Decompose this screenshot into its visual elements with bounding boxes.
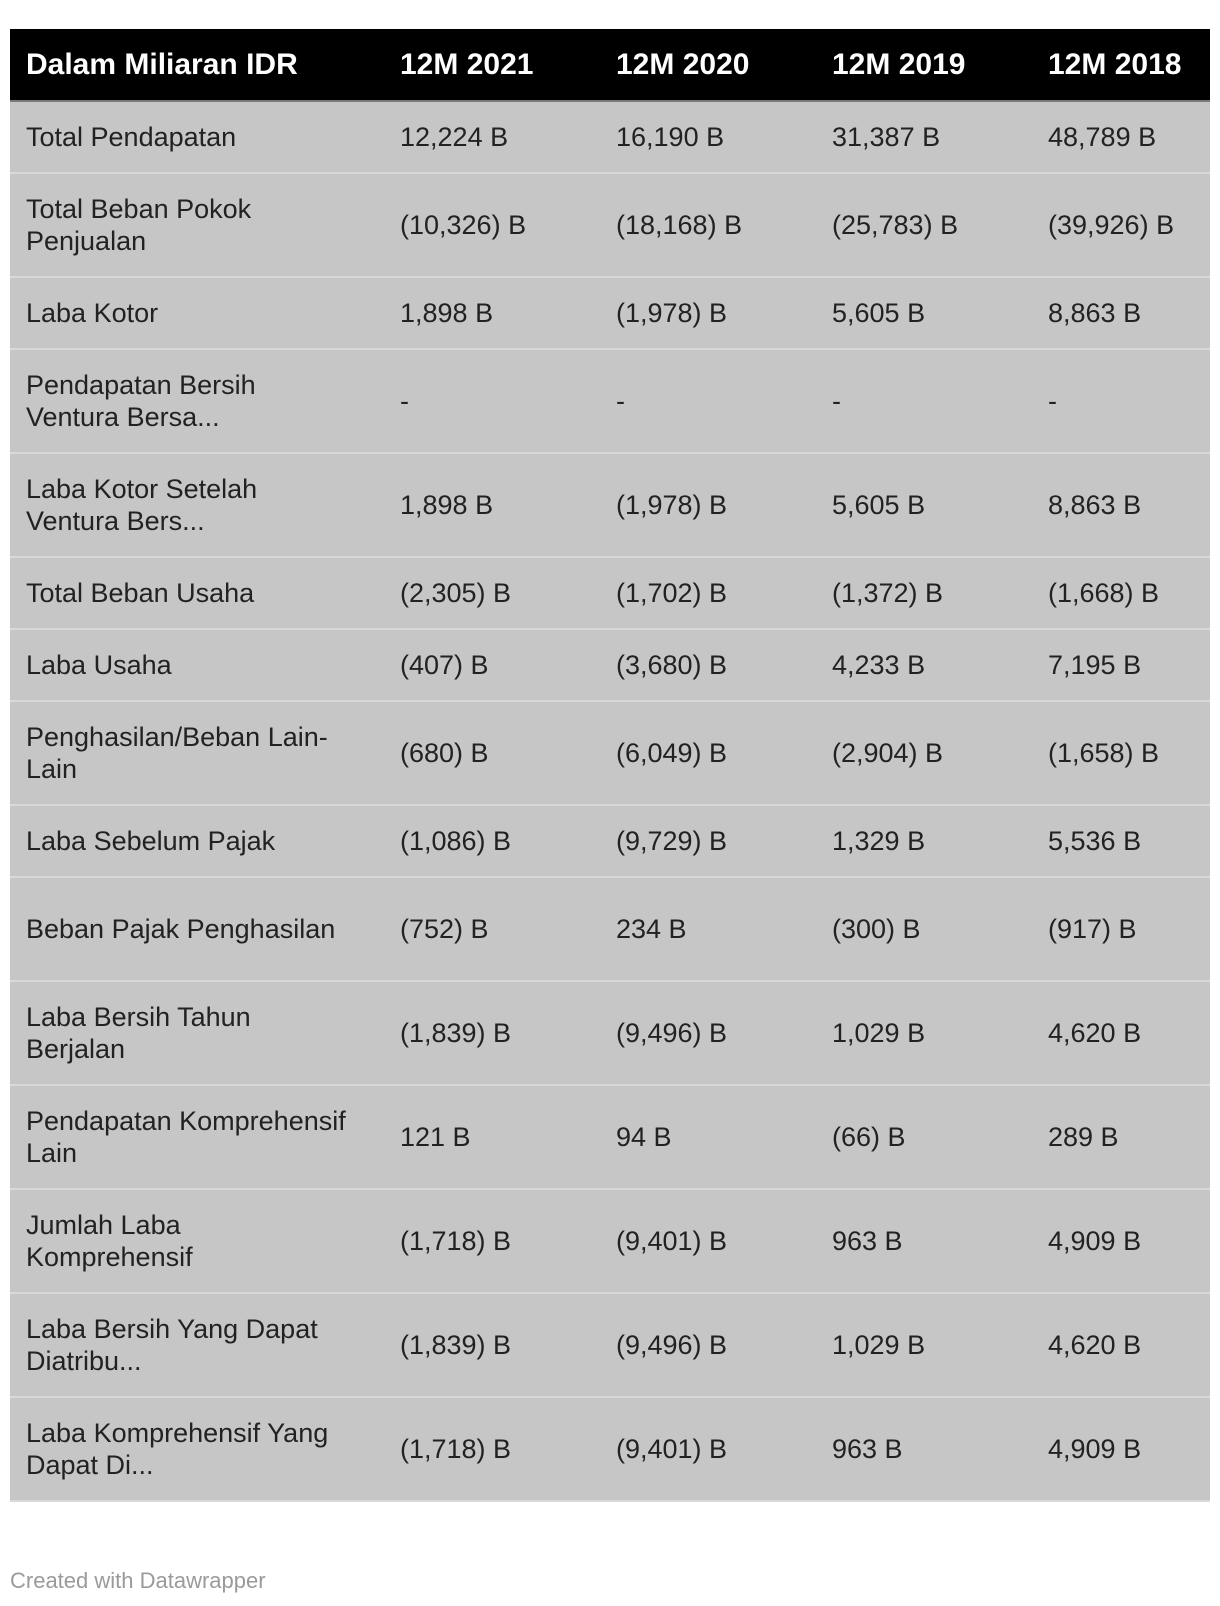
cell-2020: (1,978) B xyxy=(600,453,816,557)
table-row xyxy=(10,453,1210,557)
table-row xyxy=(10,877,1210,981)
cell-2021: 121 B xyxy=(384,1085,600,1189)
cell-2021: (10,326) B xyxy=(384,173,600,277)
cell-2019: 4,233 B xyxy=(816,629,1032,701)
row-label: Total Pendapatan xyxy=(10,101,384,173)
row-label: Penghasilan/Beban Lain-Lain xyxy=(10,701,384,805)
cell-2018: 4,909 B xyxy=(1032,1189,1210,1293)
row-label: Laba Bersih Tahun Berjalan xyxy=(10,981,384,1085)
cell-2018: 8,863 B xyxy=(1032,453,1210,557)
cell-2020: (18,168) B xyxy=(600,173,816,277)
row-label: Laba Usaha xyxy=(10,629,384,701)
cell-2020: (3,680) B xyxy=(600,629,816,701)
row-label: Laba Kotor Setelah Ventura Bers... xyxy=(10,453,384,557)
row-label: Beban Pajak Penghasilan xyxy=(10,877,384,981)
cell-2019: 5,605 B xyxy=(816,453,1032,557)
cell-2021: 1,898 B xyxy=(384,453,600,557)
cell-2021: (1,718) B xyxy=(384,1189,600,1293)
cell-2020: 94 B xyxy=(600,1085,816,1189)
cell-2019: 963 B xyxy=(816,1397,1032,1501)
row-label: Pendapatan Komprehensif Lain xyxy=(10,1085,384,1189)
cell-2018: 289 B xyxy=(1032,1085,1210,1189)
cell-2021: (2,305) B xyxy=(384,557,600,629)
cell-2019: 1,329 B xyxy=(816,805,1032,877)
header-year-2021: 12M 2021 xyxy=(384,29,600,101)
cell-2020: 16,190 B xyxy=(600,101,816,173)
financial-table xyxy=(10,29,1210,1502)
row-label: Pendapatan Bersih Ventura Bersa... xyxy=(10,349,384,453)
cell-2021: 1,898 B xyxy=(384,277,600,349)
table-row xyxy=(10,1189,1210,1293)
cell-2020: (1,978) B xyxy=(600,277,816,349)
header-label-column: Dalam Miliaran IDR xyxy=(10,29,384,101)
cell-2020: (9,496) B xyxy=(600,1293,816,1397)
cell-2019: (2,904) B xyxy=(816,701,1032,805)
cell-2019: - xyxy=(816,349,1032,453)
table-row xyxy=(10,629,1210,701)
row-label: Jumlah Laba Komprehensif xyxy=(10,1189,384,1293)
header-year-2019: 12M 2019 xyxy=(816,29,1032,101)
cell-2021: (680) B xyxy=(384,701,600,805)
cell-2018: 8,863 B xyxy=(1032,277,1210,349)
table-row xyxy=(10,701,1210,805)
cell-2019: 1,029 B xyxy=(816,1293,1032,1397)
table-row xyxy=(10,1085,1210,1189)
cell-2018: 7,195 B xyxy=(1032,629,1210,701)
row-label: Total Beban Usaha xyxy=(10,557,384,629)
cell-2021: 12,224 B xyxy=(384,101,600,173)
row-label: Laba Sebelum Pajak xyxy=(10,805,384,877)
cell-2018: 4,909 B xyxy=(1032,1397,1210,1501)
cell-2020: (9,496) B xyxy=(600,981,816,1085)
cell-2018: 48,789 B xyxy=(1032,101,1210,173)
header-row xyxy=(10,29,1210,101)
cell-2020: (1,702) B xyxy=(600,557,816,629)
cell-2018: (1,668) B xyxy=(1032,557,1210,629)
cell-2020: (6,049) B xyxy=(600,701,816,805)
cell-2020: (9,401) B xyxy=(600,1397,816,1501)
cell-2019: 1,029 B xyxy=(816,981,1032,1085)
cell-2018: 5,536 B xyxy=(1032,805,1210,877)
header-year-2020: 12M 2020 xyxy=(600,29,816,101)
cell-2019: 963 B xyxy=(816,1189,1032,1293)
table-row xyxy=(10,101,1210,173)
cell-2021: (1,086) B xyxy=(384,805,600,877)
cell-2020: (9,729) B xyxy=(600,805,816,877)
cell-2020: (9,401) B xyxy=(600,1189,816,1293)
cell-2018: 4,620 B xyxy=(1032,1293,1210,1397)
table-row xyxy=(10,1397,1210,1501)
table-body xyxy=(10,101,1210,1501)
cell-2019: (300) B xyxy=(816,877,1032,981)
cell-2018: (917) B xyxy=(1032,877,1210,981)
cell-2018: (1,658) B xyxy=(1032,701,1210,805)
datawrapper-credit: Created with Datawrapper xyxy=(10,1568,266,1593)
table-row xyxy=(10,557,1210,629)
table-row xyxy=(10,173,1210,277)
cell-2019: (66) B xyxy=(816,1085,1032,1189)
cell-2021: - xyxy=(384,349,600,453)
table-row xyxy=(10,805,1210,877)
table-row xyxy=(10,277,1210,349)
cell-2018: - xyxy=(1032,349,1210,453)
cell-2021: (1,839) B xyxy=(384,1293,600,1397)
header-year-2018: 12M 2018 xyxy=(1032,29,1210,101)
cell-2021: (1,718) B xyxy=(384,1397,600,1501)
cell-2018: 4,620 B xyxy=(1032,981,1210,1085)
cell-2019: 5,605 B xyxy=(816,277,1032,349)
table-row xyxy=(10,349,1210,453)
row-label: Laba Kotor xyxy=(10,277,384,349)
cell-2019: 31,387 B xyxy=(816,101,1032,173)
cell-2021: (407) B xyxy=(384,629,600,701)
cell-2018: (39,926) B xyxy=(1032,173,1210,277)
table-row xyxy=(10,1293,1210,1397)
row-label: Laba Komprehensif Yang Dapat Di... xyxy=(10,1397,384,1501)
cell-2020: 234 B xyxy=(600,877,816,981)
table-header xyxy=(10,29,1210,101)
row-label: Laba Bersih Yang Dapat Diatribu... xyxy=(10,1293,384,1397)
cell-2020: - xyxy=(600,349,816,453)
cell-2019: (1,372) B xyxy=(816,557,1032,629)
cell-2019: (25,783) B xyxy=(816,173,1032,277)
table-row xyxy=(10,981,1210,1085)
cell-2021: (1,839) B xyxy=(384,981,600,1085)
cell-2021: (752) B xyxy=(384,877,600,981)
row-label: Total Beban Pokok Penjualan xyxy=(10,173,384,277)
